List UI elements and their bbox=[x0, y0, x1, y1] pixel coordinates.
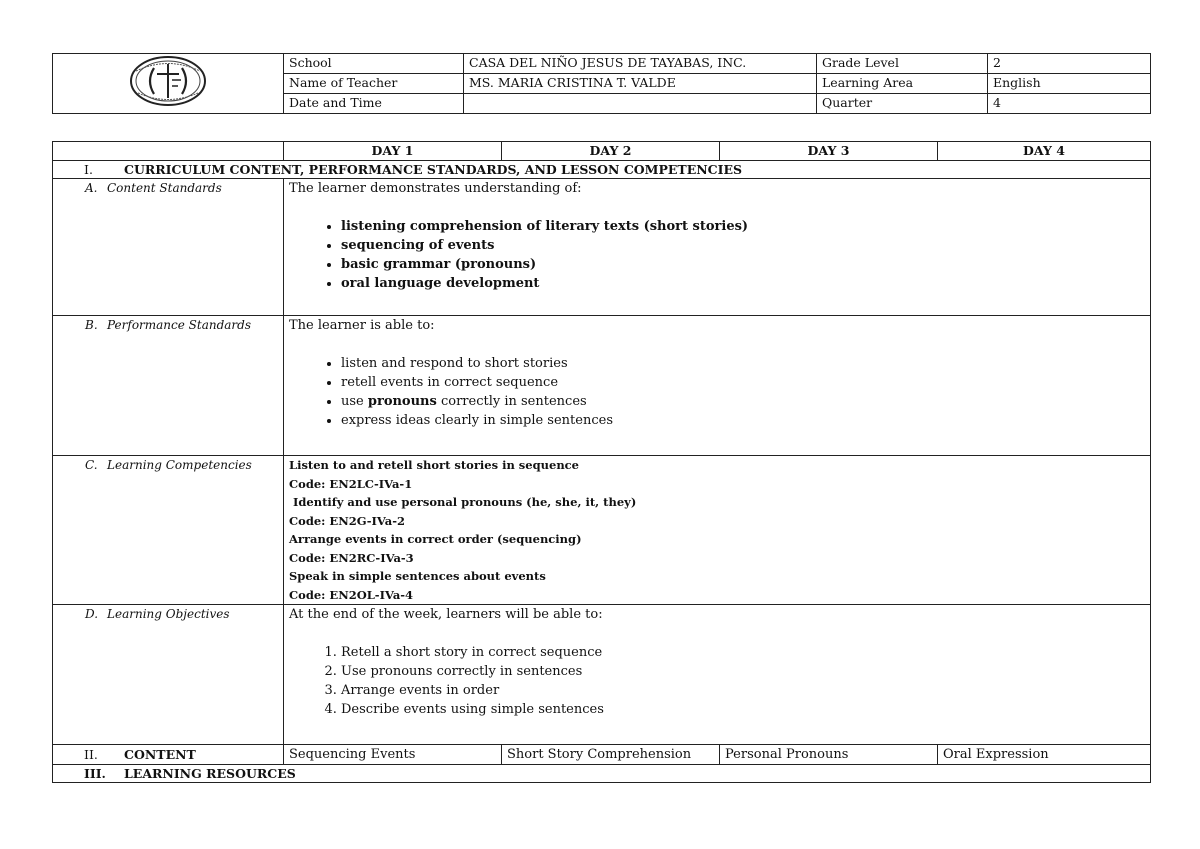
list-item: • basic grammar (pronouns) bbox=[341, 255, 1145, 274]
content-day-3: Personal Pronouns bbox=[720, 745, 938, 765]
content-standards-label: A. Content Standards bbox=[53, 179, 284, 316]
list-item: • use pronouns correctly in sentences bbox=[341, 392, 1145, 411]
learning-competencies-label: C. Learning Competencies bbox=[53, 456, 284, 605]
lesson-plan-table bbox=[52, 141, 1151, 783]
grade-level-value: 2 bbox=[988, 54, 1151, 74]
learning-objectives-list bbox=[289, 643, 1145, 719]
teacher-value: MS. MARIA CRISTINA T. VALDE bbox=[464, 74, 817, 94]
content-standards-list bbox=[289, 217, 1145, 293]
content-standards-body bbox=[284, 179, 1151, 316]
performance-standards-label: B. Performance Standards bbox=[53, 316, 284, 456]
section-content-heading: II. CONTENT bbox=[53, 745, 284, 765]
competency-code: Code: EN2G-IVa-2 bbox=[289, 513, 405, 528]
learning-competencies-body bbox=[284, 456, 1151, 605]
day-3-header: DAY 3 bbox=[720, 142, 938, 161]
school-seal-icon bbox=[128, 54, 208, 108]
school-label: School bbox=[284, 54, 464, 74]
school-logo-cell bbox=[53, 54, 284, 114]
section-title: CURRICULUM CONTENT, PERFORMANCE STANDARDS, AND LESSON COMPETENCIES bbox=[124, 162, 743, 177]
performance-standards-list bbox=[289, 354, 1145, 430]
day-1-header: DAY 1 bbox=[284, 142, 502, 161]
competency-code: Code: EN2LC-IVa-1 bbox=[289, 476, 413, 491]
list-item: 3. Arrange events in order bbox=[341, 681, 1145, 700]
list-item: 4. Describe events using simple sentences bbox=[341, 700, 1145, 719]
list-item: • oral language development bbox=[341, 274, 1145, 293]
list-item: • listen and respond to short stories bbox=[341, 354, 1145, 373]
date-time-label: Date and Time bbox=[284, 94, 464, 114]
section-curriculum-heading bbox=[53, 161, 1151, 179]
competency-line: Identify and use personal pronouns (he, she, it, they) bbox=[289, 495, 637, 509]
content-day-1: Sequencing Events bbox=[284, 745, 502, 765]
header-info-table bbox=[52, 53, 1151, 114]
content-day-2: Short Story Comprehension bbox=[502, 745, 720, 765]
list-item: • sequencing of events bbox=[341, 236, 1145, 255]
quarter-value: 4 bbox=[988, 94, 1151, 114]
content-standards-intro: The learner demonstrates understanding of: bbox=[289, 181, 582, 196]
day-2-header: DAY 2 bbox=[502, 142, 720, 161]
day-4-header: DAY 4 bbox=[938, 142, 1151, 161]
competency-line: Listen to and retell short stories in sequence bbox=[289, 458, 579, 472]
content-day-4: Oral Expression bbox=[938, 745, 1151, 765]
grade-level-label: Grade Level bbox=[817, 54, 988, 74]
list-item: 2. Use pronouns correctly in sentences bbox=[341, 662, 1145, 681]
performance-standards-intro: The learner is able to: bbox=[289, 318, 435, 333]
section-number: I. bbox=[84, 162, 93, 177]
corner-cell bbox=[53, 142, 284, 161]
date-time-value bbox=[464, 94, 817, 114]
school-value: CASA DEL NIÑO JESUS DE TAYABAS, INC. bbox=[464, 54, 817, 74]
competency-line: Speak in simple sentences about events bbox=[289, 569, 546, 583]
section-learning-resources-heading: III. LEARNING RESOURCES bbox=[53, 765, 1151, 783]
list-item: • listening comprehension of literary texts (short stories) bbox=[341, 217, 1145, 236]
quarter-label: Quarter bbox=[817, 94, 988, 114]
list-item: • retell events in correct sequence bbox=[341, 373, 1145, 392]
performance-standards-body bbox=[284, 316, 1151, 456]
learning-area-value: English bbox=[988, 74, 1151, 94]
learning-objectives-label: D. Learning Objectives bbox=[53, 605, 284, 745]
competency-line: Arrange events in correct order (sequencing) bbox=[289, 532, 582, 546]
list-item: • express ideas clearly in simple sentences bbox=[341, 411, 1145, 430]
list-item: 1. Retell a short story in correct sequence bbox=[341, 643, 1145, 662]
learning-objectives-body bbox=[284, 605, 1151, 745]
learning-area-label: Learning Area bbox=[817, 74, 988, 94]
learning-objectives-intro: At the end of the week, learners will be able to: bbox=[289, 607, 603, 622]
competency-code: Code: EN2OL-IVa-4 bbox=[289, 587, 414, 602]
competency-code: Code: EN2RC-IVa-3 bbox=[289, 550, 414, 565]
teacher-label: Name of Teacher bbox=[284, 74, 464, 94]
